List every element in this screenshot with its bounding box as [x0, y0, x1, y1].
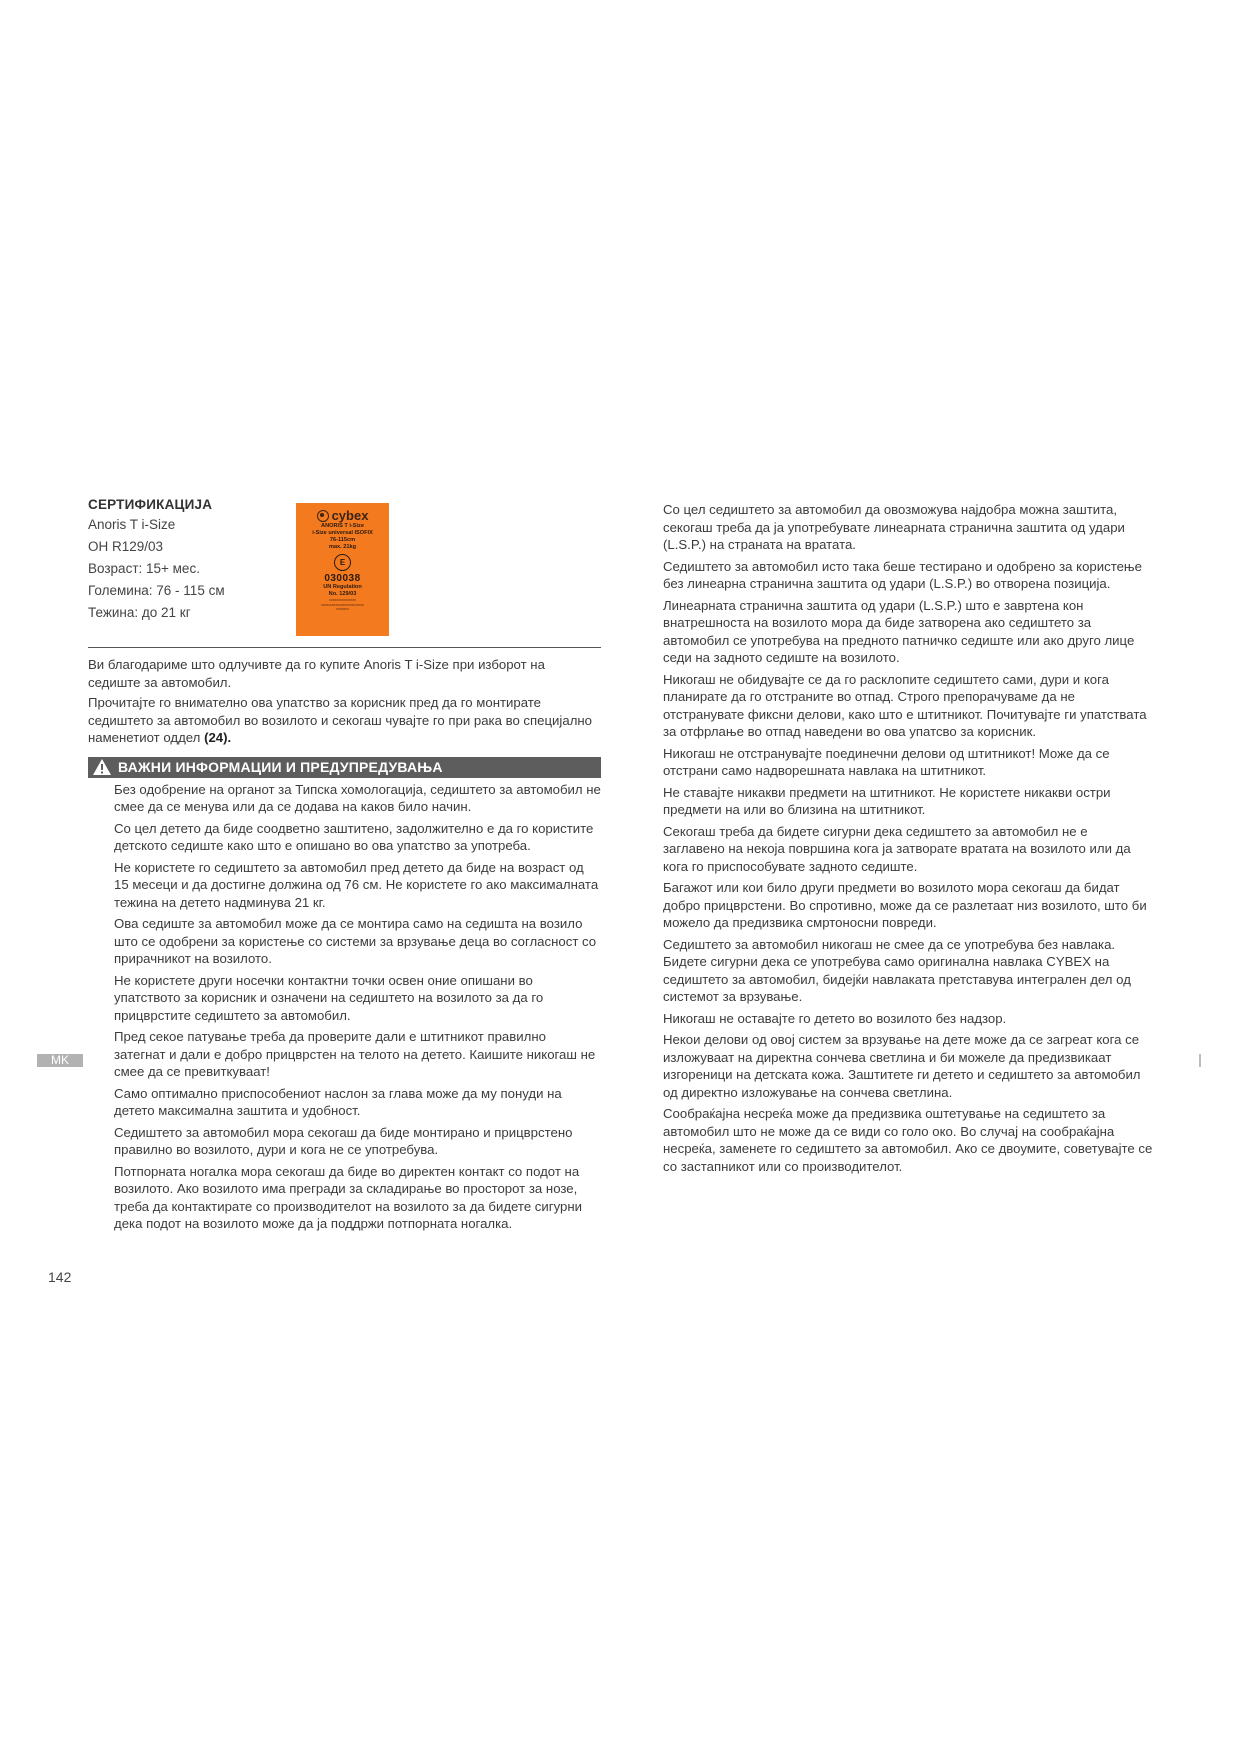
approval-number: 030038 [324, 573, 361, 584]
page-edge-marker [1199, 1054, 1201, 1067]
list-item: Седиштето за автомобил никогаш не смее да се употребува без навлака. Бидете сигурни дека се употребува само оригинална навлака CYBEX на седиштето за автомобил, бидејќи навлаката претставува интегрален дел од системот за врзување. [663, 936, 1131, 1004]
list-item: Пред секое патување треба да проверите дали е штитникот правилно затегнат и дали е добро прицврстен на телото на детето. Каишите никогаш не смее да се превиткуваат! [114, 1029, 596, 1079]
cybex-logo-icon [317, 510, 329, 522]
approval-label [296, 503, 389, 636]
warnings-list-right [663, 501, 1153, 1175]
list-item: Не ставајте никакви предмети на штитникот. Не користете никакви остри предмети на или во близина на штитникот. [663, 784, 1111, 817]
label-brand [296, 508, 389, 523]
label-brand-text: cybex [331, 508, 369, 523]
list-item: Линеарната странична заштита од удари (L.S.P.) што е завртена кон внатрешноста на возилото мора да биде затворена ако седиштето за автомобил се употребува на предното патничко седиште или ако друго лице седи на задното седиште на возилото. [663, 597, 1135, 665]
warning-heading: ВАЖНИ ИНФОРМАЦИИ И ПРЕДУПРЕДУВАЊА [118, 759, 443, 775]
list-item: Багажот или кои било други предмети во возилото мора секогаш да бидат добро прицврстени. Во спротивно, може да се разлетаат низ возилото, што би можело да предизвика смртоносни повреди. [663, 880, 1147, 930]
right-column [663, 501, 1153, 1179]
intro-paragraph [88, 694, 601, 747]
list-item: Без одобрение на органот за Типска хомологација, седиштето за автомобил не смее да се менува или да се додава на каков било начин. [114, 781, 601, 814]
warning-heading-bar [88, 757, 601, 778]
label-regulation: UN Regulation [323, 584, 362, 590]
list-item: Ова седиште за автомобил може да се монтира само на седишта на возило што се одобрени за користење со системи за врзување деца во согласност со прирачникот на возилото. [114, 916, 597, 966]
list-item: Само оптимално приспособениот наслон за глава може да му понуди на детето максимална заштита и удобност. [114, 1085, 562, 1118]
page-number: 142 [48, 1269, 72, 1285]
label-regulation: No. 129/03 [328, 591, 357, 597]
label-fine-print: xxxxxxxxxxxxxxx [329, 598, 356, 602]
list-item: Не користете други носечки контактни точки освен оние опишани во упатството за корисник и означени на седиштето на возилото за да го прицврстите седиштето за автомобил. [114, 972, 544, 1023]
cert-regulation: OH R129/03 [88, 539, 164, 554]
label-line: i-Size universal ISOFIX [312, 530, 373, 536]
label-fine-print: xxxxxxx [336, 607, 349, 611]
list-item: Со цел седиштето за автомобил да овозможува најдобра можна заштита, секогаш треба да ја употребувате линеарната странична заштита од удари (L.S.P.) на страната на вратата. [663, 502, 1125, 552]
intro-ref: (24). [204, 730, 232, 745]
language-tab: MK [37, 1054, 83, 1067]
warning-triangle-icon [92, 758, 112, 776]
cert-weight: Тежина: до 21 кг [88, 605, 191, 620]
label-line: max. 21kg [328, 544, 357, 550]
list-item: Никогаш не оставајте го детето во возилото без надзор. [663, 1010, 1007, 1026]
list-item: Седиштето за автомобил мора секогаш да биде монтирано и прицврстено правилно во возилото, дури и кога не се употребува. [114, 1124, 573, 1157]
label-fine-print: xxxxxxxxxxxxxxxxxxxxxxxx [320, 602, 365, 607]
cert-product: Anoris T i-Size [88, 517, 176, 532]
cert-size: Големина: 76 - 115 см [88, 583, 225, 598]
list-item: Седиштето за автомобил исто така беше тестирано и одобрено за користење без линеарна странична заштита од удари (L.S.P.) во отворена позиција. [663, 558, 1142, 591]
label-line: ANORIS T i-Size [321, 523, 364, 529]
list-item: Некои делови од овој систем за врзување на дете може да се загреат кога се изложуваат на директна сончева светлина и би можеле да предизвикаат изгореници на детската кожа. Заштитете ги детето и седиштето за автомобил од директно изложување на сончева светлина. [663, 1032, 1141, 1100]
list-item: Никогаш не обидувајте се да го расклопите седиштето сами, дури и кога планирате да го отстраните во отпад. Строго препорачуваме да не отстранувате фиксни делови, како што е штитникот. Почитувајте ги упатствата за отфрлање во отпад наведени во ова упатсво за корисник. [663, 671, 1147, 739]
list-item: Со цел детето да биде соодветно заштитено, задолжително е да го користите детското седиште како што е опишано во ова упатство за употреба. [114, 820, 594, 853]
list-item: Секогаш треба да бидете сигурни дека седиштето за автомобил не е заглавено на некоја површина кога ја затворате вратата на возилото или да кога го приспособувате задното седиште. [663, 823, 1131, 874]
warnings-list-left [114, 781, 601, 1233]
left-column [88, 497, 601, 1237]
section-divider [88, 647, 601, 648]
list-item: Потпорната ногалка мора секогаш да биде во директен контакт со подот на возилото. Ако возилото има прегради за складирање во просторот за нозе, треба да контактирате со производителот на возилото за да бидете сигурни дека подот на возилото може да ја поддржи потпорната ногалка. [114, 1163, 583, 1231]
label-line: 76-115cm [329, 537, 356, 543]
cert-age: Возраст: 15+ мес. [88, 561, 200, 576]
intro-text: Прочитајте го внимателно ова упатство за корисник пред да го монтирате седиштето за автомобил во возилото и секогаш чувајте го при рака во специјално наменетиот оддел [88, 695, 593, 745]
certification-title: СЕРТИФИКАЦИЈА [88, 497, 213, 512]
e-mark-icon: E [334, 554, 351, 571]
list-item: Никогаш не отстранувајте поединечни делови од штитникот! Може да се отстрани само надворешната навлака на штитникот. [663, 745, 1110, 778]
intro-paragraph: Ви благодариме што одлучивте да го купите Anoris T i-Size при изборот на седиште за автомобил. [88, 657, 545, 690]
list-item: Не користете го седиштето за автомобил пред детето да биде на возраст од 15 месеци и да достигне должина од 76 см. Не користете го ако максималната тежина на детето надминува 21 кг. [114, 859, 599, 910]
certification-block [88, 497, 601, 640]
list-item: Сообраќајна несреќа може да предизвика оштетување на седиштето за автомобил што не може да се види со голо око. Во случај на сообраќајна несреќа, заменете го седиштето за автомобил. Ако се двоумите, советувајте се со застапникот или со производителот. [663, 1106, 1153, 1174]
